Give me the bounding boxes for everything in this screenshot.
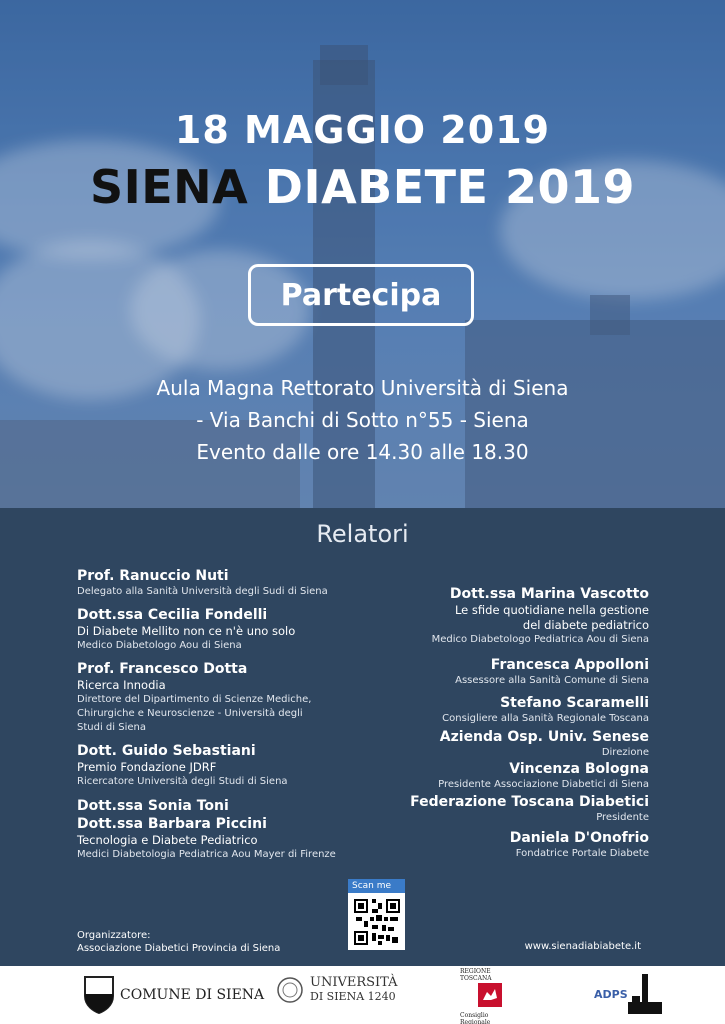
speaker (349, 760, 649, 792)
speaker-topic: Ricerca Innodia (77, 678, 166, 692)
event-date: 18 MAGGIO 2019 (174, 108, 551, 152)
toscana-logo-text: REGIONE TOSCANA (460, 968, 492, 982)
toscana-logo-text: Consiglio Regionale (460, 1012, 491, 1024)
organizer (77, 929, 280, 955)
speaker-name: Azienda Osp. Univ. Senese (439, 729, 649, 745)
venue-info (0, 372, 725, 468)
speaker-topic: Tecnologia e Diabete Pediatrico (77, 833, 258, 847)
speaker-desc: Presidente (596, 812, 649, 823)
speakers-heading: Relatori (316, 520, 409, 548)
speaker-name: Daniela D'Onofrio (509, 830, 649, 846)
speaker-desc: Direzione (601, 747, 649, 758)
venue-line: - Via Banchi di Sotto n°55 - Siena (196, 408, 529, 432)
speaker-desc: Ricercatore Università degli Studi di Siena (77, 776, 288, 787)
speaker-desc: Delegato alla Sanità Università degli Sudi di Siena (77, 586, 328, 597)
partecipa-button[interactable]: Partecipa (248, 264, 474, 326)
speaker (349, 793, 649, 825)
speaker-name: Dott.ssa Marina Vascotto (449, 586, 649, 602)
speaker-desc: Studi di Siena (77, 722, 146, 733)
qr-image[interactable] (348, 893, 405, 950)
speaker (349, 694, 649, 726)
regione-toscana-logo (460, 968, 520, 1024)
qr-code[interactable] (348, 879, 405, 950)
speaker (77, 606, 377, 653)
venue-line: Aula Magna Rettorato Università di Siena (156, 376, 569, 400)
organizer-name: Associazione Diabetici Provincia di Siena (77, 943, 281, 954)
speaker-desc: Direttore del Dipartimento di Scienze Mediche, (77, 694, 312, 705)
speaker-topic: Di Diabete Mellito non ce n'è uno solo (77, 624, 296, 638)
speaker-topic: Premio Fondazione JDRF (77, 760, 217, 774)
speaker-name: Federazione Toscana Diabetici (410, 794, 649, 810)
speaker-name: Dott.ssa Sonia Toni (77, 798, 229, 814)
speaker-topic: del diabete pediatrico (522, 618, 649, 632)
speaker-desc: Assessore alla Sanità Comune di Siena (455, 675, 649, 686)
event-title (0, 160, 725, 214)
website-link[interactable]: www.sienadiabiabete.it (524, 941, 641, 952)
speaker-name: Francesca Appolloni (490, 657, 649, 673)
speaker-topic: Le sfide quotidiane nella gestione (454, 603, 649, 617)
title-siena: SIENA (89, 160, 249, 214)
adps-logo (594, 972, 662, 1016)
speaker-name: Dott. Guido Sebastiani (77, 743, 256, 759)
speaker-desc: Medico Diabetologo Aou di Siena (77, 640, 242, 651)
comune-siena-logo (84, 976, 264, 1014)
venue-line: Evento dalle ore 14.30 alle 18.30 (196, 440, 529, 464)
speaker-desc: Consigliere alla Sanità Regionale Toscana (442, 713, 649, 724)
comune-logo-text: COMUNE DI SIENA (120, 987, 265, 1003)
pegasus-shield-icon (477, 982, 503, 1012)
title-diabete: DIABETE 2019 (264, 160, 636, 214)
unisi-logo-text: UNIVERSITÀ (310, 975, 398, 990)
speaker (349, 585, 649, 647)
speaker (349, 829, 649, 861)
sponsor-footer (0, 966, 725, 1024)
speaker-desc: Chirurgiche e Neuroscienze - Università degli (77, 708, 303, 719)
speaker (349, 656, 649, 688)
speaker-name: Stefano Scaramelli (500, 695, 649, 711)
speaker-desc: Medici Diabetologia Pediatrica Aou Mayer di Firenze (77, 849, 336, 860)
siena-shield-icon (84, 976, 114, 1014)
qr-code-icon (352, 897, 402, 947)
speaker-desc: Medico Diabetologo Pediatrica Aou di Siena (431, 634, 649, 645)
hero-banner (0, 0, 725, 508)
organizer-label: Organizzatore: (77, 930, 151, 941)
unisi-logo-text: DI SIENA 1240 (310, 990, 396, 1003)
speaker (77, 567, 377, 599)
speaker-name: Dott.ssa Barbara Piccini (77, 816, 267, 832)
speaker-name: Dott.ssa Cecilia Fondelli (77, 607, 268, 623)
speaker-desc: Presidente Associazione Diabetici di Siena (438, 779, 649, 790)
speaker (349, 728, 649, 760)
university-seal-icon (276, 976, 304, 1004)
unisi-logo (276, 976, 398, 1004)
siena-skyline-icon (628, 972, 662, 1016)
speaker-name: Vincenza Bologna (509, 761, 649, 777)
speaker-name: Prof. Ranuccio Nuti (77, 568, 229, 584)
speaker-desc: Fondatrice Portale Diabete (515, 848, 649, 859)
speaker (77, 660, 377, 735)
adps-logo-text: ADPS (594, 987, 628, 1001)
speaker-name: Prof. Francesco Dotta (77, 661, 248, 677)
speaker (77, 742, 377, 789)
qr-label: Scan me (348, 879, 405, 893)
